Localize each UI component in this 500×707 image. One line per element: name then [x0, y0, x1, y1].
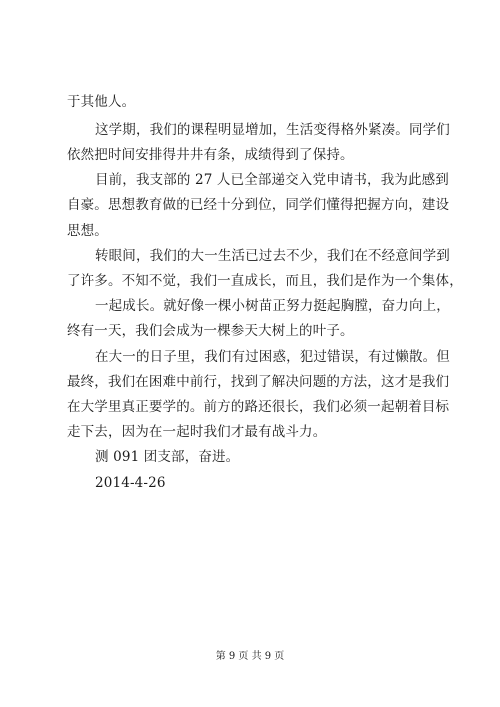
text-line: 于其他人。	[67, 94, 136, 110]
text-line: 依然把时间安排得井井有条，成绩得到了保持。	[67, 147, 354, 163]
text-line: 在大学里真正要学的。前方的路还很长，我们必须一起朝着目标	[67, 399, 450, 415]
text-line: 自豪。思想教育做的已经十分到位，同学们懂得把握方向，建设	[67, 197, 450, 213]
text-line: 测 091 团支部，奋进。	[95, 449, 240, 465]
text-line: 目前，我支部的 27 人已全部递交入党申请书，我为此感到	[95, 172, 449, 188]
text-line: 最终，我们在困难中前行，找到了解决问题的方法，这才是我们	[67, 374, 450, 390]
text-line: 走下去，因为在一起时我们才最有战斗力。	[67, 424, 327, 440]
text-line: 了许多。不知不觉，我们一直成长，而且，我们是作为一个集体，	[67, 273, 463, 289]
text-line: 一起成长。就好像一棵小树苗正努力挺起胸膛，奋力向上，	[95, 298, 450, 314]
text-line: 这学期，我们的课程明显增加，生活变得格外紧凑。同学们	[95, 122, 450, 138]
text-line: 思想。	[67, 223, 108, 239]
text-line: 转眼间，我们的大一生活已过去不少，我们在不经意间学到	[95, 248, 450, 264]
date-line: 2014-4-26	[95, 475, 166, 491]
page-number-footer: 第 9 页 共 9 页	[215, 651, 285, 662]
text-line: 终有一天，我们会成为一棵参天大树上的叶子。	[67, 323, 354, 339]
text-line: 在大一的日子里，我们有过困惑，犯过错误，有过懒散。但	[95, 349, 450, 365]
